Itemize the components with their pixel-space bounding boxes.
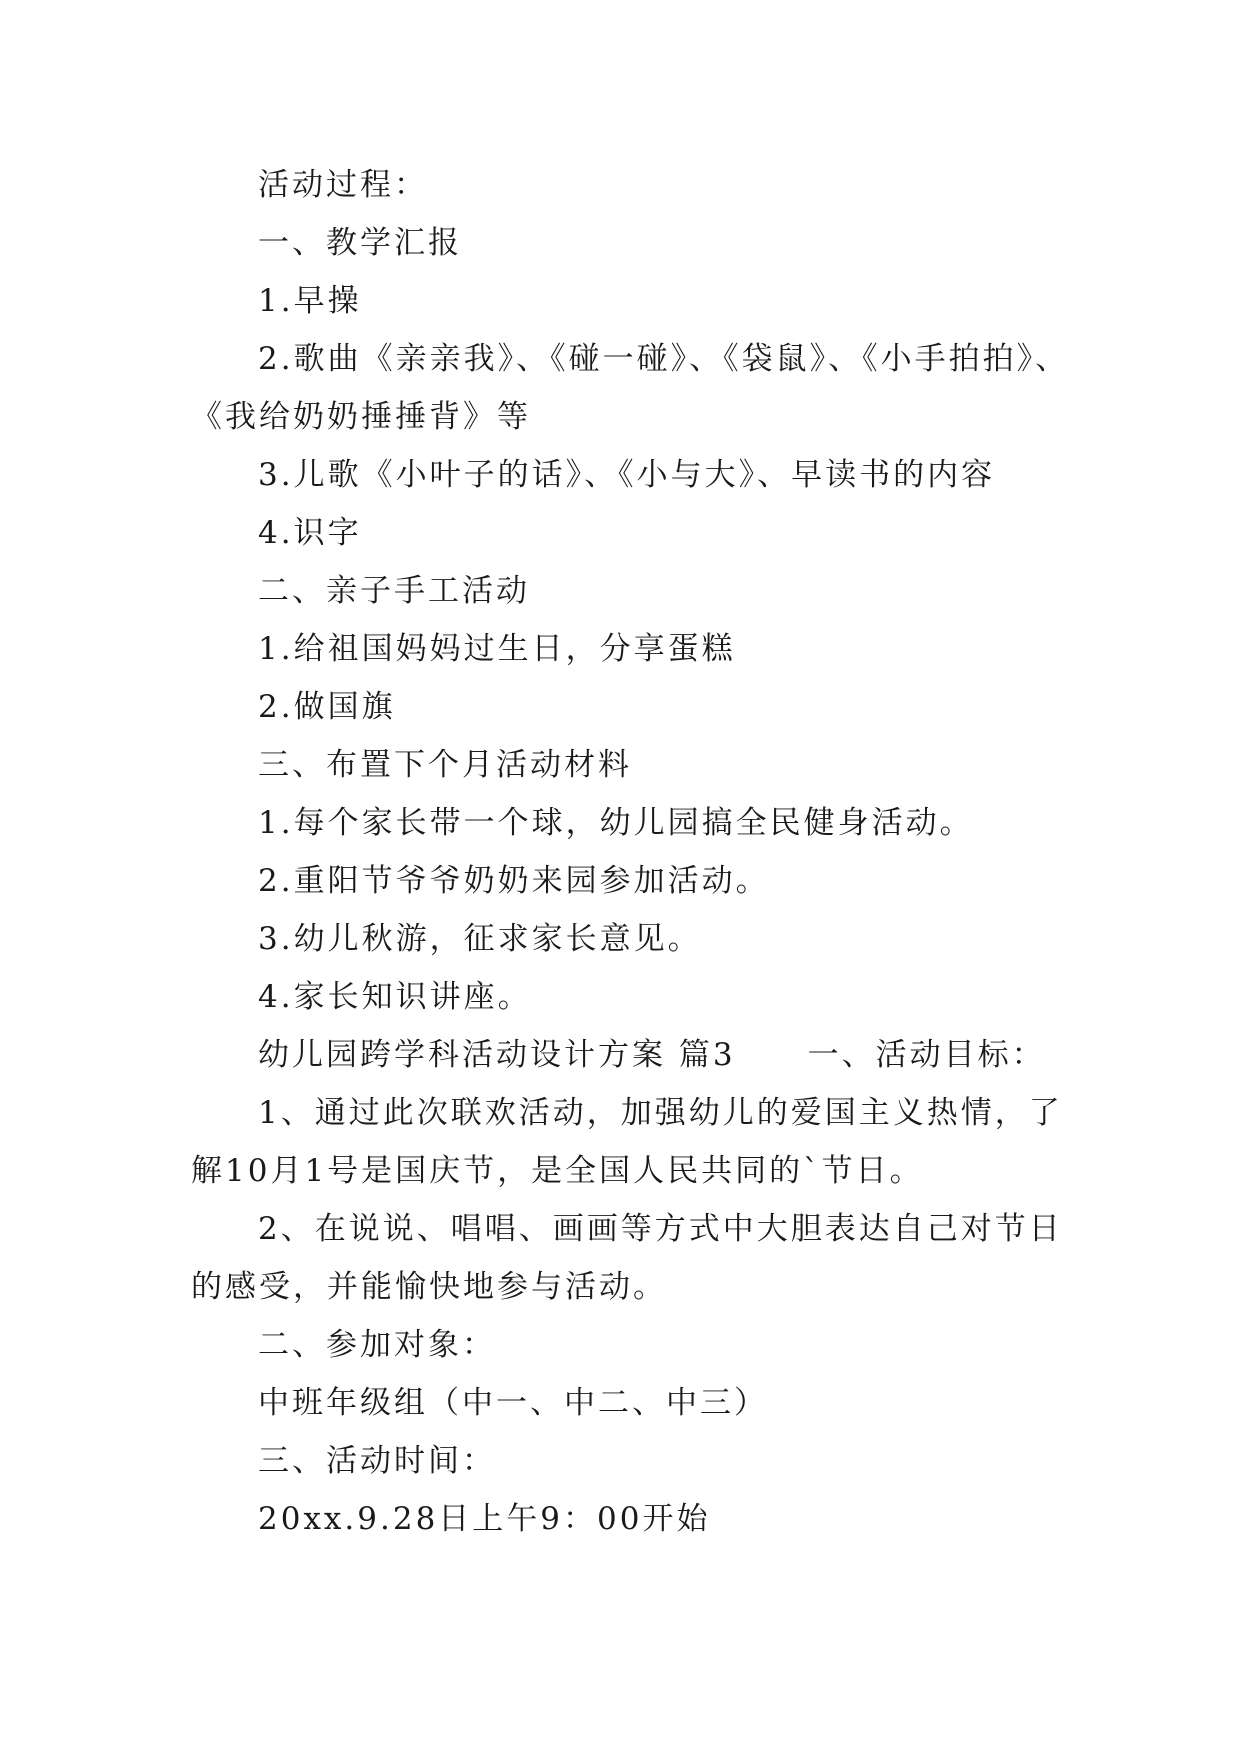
section-heading: 三、布置下个月活动材料 [258, 747, 632, 783]
section-heading: 二、亲子手工活动 [258, 573, 530, 609]
section-heading: 三、活动时间： [258, 1443, 496, 1479]
list-item: 1.给祖国妈妈过生日，分享蛋糕 [258, 631, 736, 667]
list-item: 1.每个家长带一个球，幼儿园搞全民健身活动。 [258, 805, 974, 841]
list-item: 1.早操 [258, 283, 362, 319]
paragraph: 20xx.9.28日上午9：00开始 [258, 1501, 711, 1537]
list-item: 4.家长知识讲座。 [258, 979, 532, 1015]
list-item: 3.儿歌《小叶子的话》、《小与大》、早读书的内容 [258, 457, 996, 493]
paragraph: 中班年级组（中一、中二、中三） [258, 1385, 768, 1421]
section-heading: 二、参加对象： [258, 1327, 496, 1363]
plan-title-line [258, 1035, 1046, 1075]
paragraph-continuation: 解10月1号是国庆节，是全国人民共同的`节日。 [191, 1153, 924, 1189]
section-heading: 活动过程： [258, 167, 428, 203]
list-item: 4.识字 [258, 515, 362, 551]
paragraph: 1、通过此次联欢活动，加强幼儿的爱国主义热情，了 [258, 1095, 1063, 1131]
list-item: 2.重阳节爷爷奶奶来园参加活动。 [258, 863, 770, 899]
plan-title: 幼儿园跨学科活动设计方案 篇3 [258, 1037, 736, 1073]
list-item: 3.幼儿秋游，征求家长意见。 [258, 921, 702, 957]
list-item-continuation: 《我给奶奶捶捶背》等 [191, 399, 531, 435]
list-item: 2.歌曲《亲亲我》、《碰一碰》、《袋鼠》、《小手拍拍》、 [258, 341, 1070, 377]
section-heading: 一、教学汇报 [258, 225, 462, 261]
list-item: 2.做国旗 [258, 689, 396, 725]
paragraph-continuation: 的感受，并能愉快地参与活动。 [191, 1269, 667, 1305]
section-heading: 一、活动目标： [807, 1037, 1046, 1073]
paragraph: 2、在说说、唱唱、画画等方式中大胆表达自己对节日 [258, 1211, 1063, 1247]
